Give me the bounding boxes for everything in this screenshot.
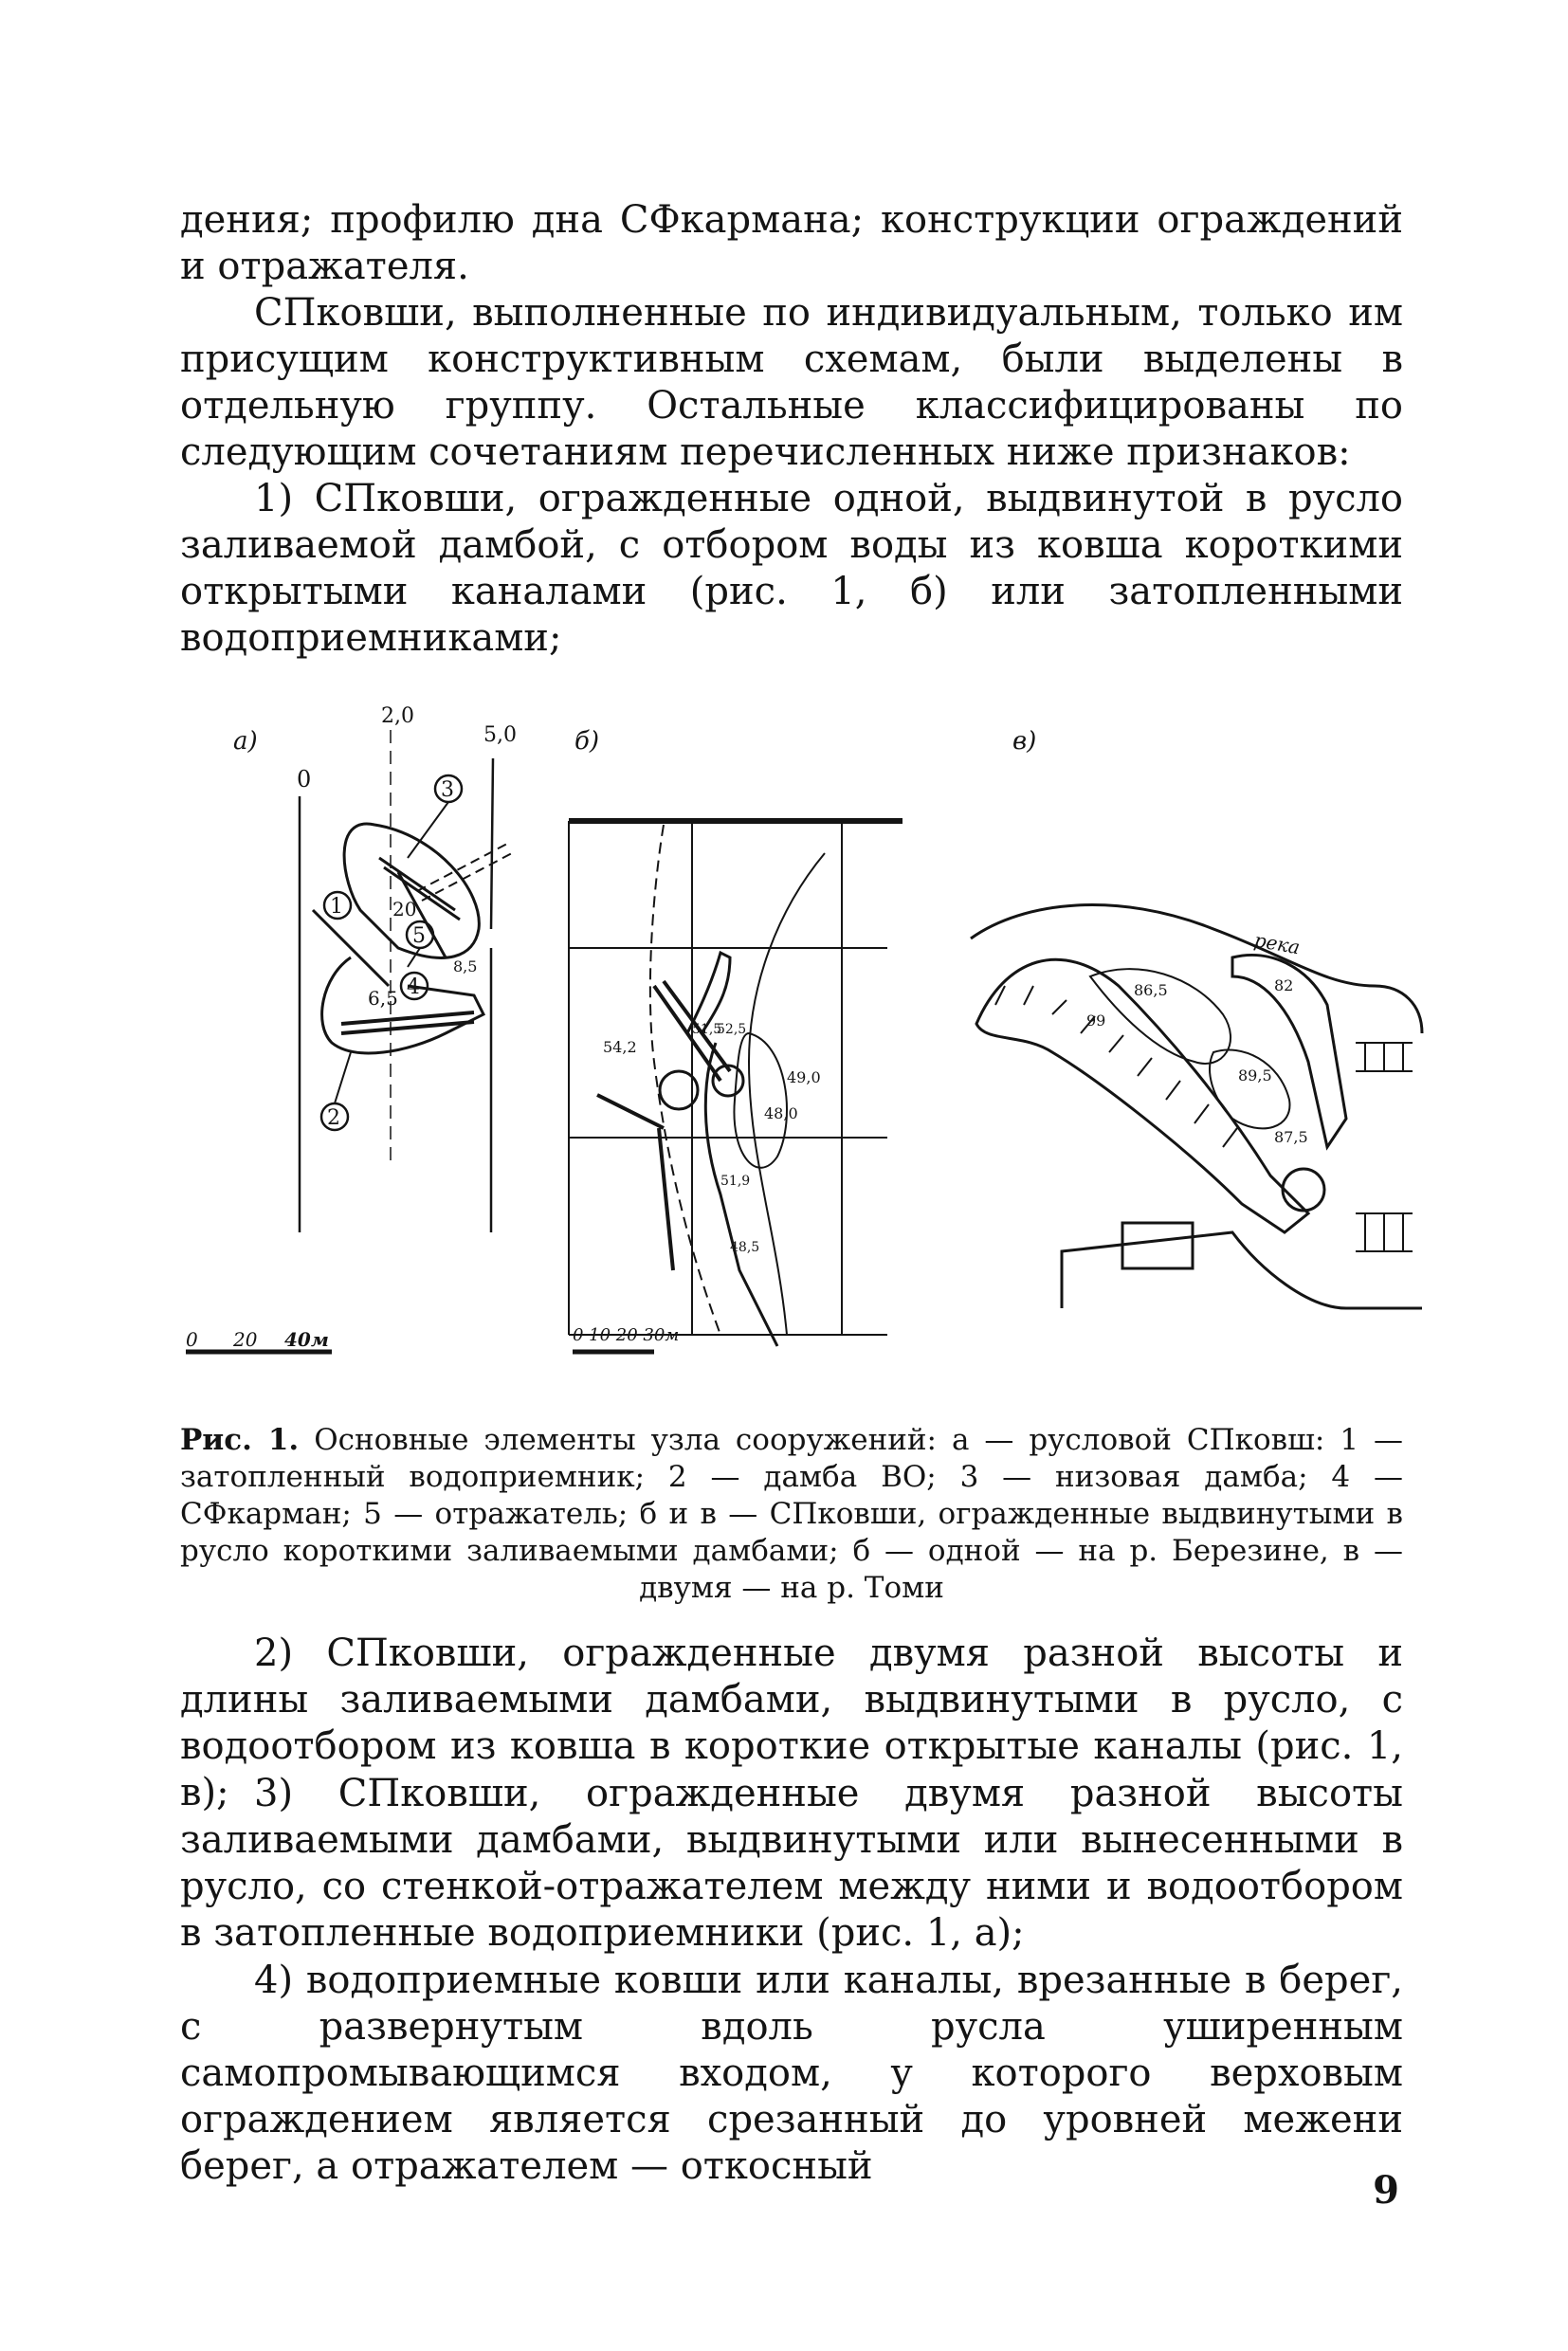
panel-b-mark-49-0: 49,0 [787,1068,821,1086]
callout-3: 3 [441,778,454,802]
paragraph-item-2: 2) СПковши, огражденные двумя разной высоты и длины заливаемыми дамбами, выдвинутыми в русло, с водоотбором из ковша в короткие открытые каналы (рис. 1, в); [180,1631,1403,1814]
paragraph-item-3: 3) СПковши, огражденные двумя разной высоты заливаемыми дамбами, выдвинутыми или вынесенными в русло, со стенкой-отражателем между ними и водоотбором в затопленные водоприемники (рис. 1, а); [180,1772,1403,1955]
callout-2: 2 [327,1106,340,1130]
panel-b-scale-label: 0 10 20 30м [573,1325,680,1345]
panel-a-mark-20: 20 [392,898,417,920]
paragraph-item-1: 1) СПковши, огражденные одной, выдвинутой в русло заливаемой дамбой, с отбором воды из ковша короткими открытыми каналами (рис. 1, б) или затопленными водоприемниками; [180,477,1403,660]
panel-c-structure [1283,1169,1324,1211]
panel-a-scale-20: 20 [233,1328,258,1351]
panel-c-mark-86-5: 86,5 [1134,981,1168,999]
caption-lead: Рис. 1. [180,1423,300,1457]
panel-b-mark-52-5: 52,5 [717,1022,747,1037]
callout-5: 5 [412,924,426,948]
panel-b-bucket-outline [734,1033,787,1168]
panel-b-frame [569,821,899,1335]
panel-a-axis-0: 0 [297,766,312,793]
panel-c-river-label: река [1252,928,1303,959]
panel-c-contour-2 [1210,1049,1289,1128]
panel-a-mark-8-5: 8,5 [453,957,478,975]
panel-c-mark-99: 99 [1086,1011,1106,1030]
panel-b-mark-48-5: 48,5 [730,1240,760,1255]
callout-1: 1 [330,895,343,919]
panel-b-mark-51-9: 51,9 [720,1174,751,1189]
paragraph-item-4: 4) водоприемные ковши или каналы, врезанные в берег, с развернутым вдоль русла уширенным самопромывающимся входом, у которого верховым ограждением является срезанный до уровней межени берег, а отражателем — откосный [180,1959,1403,2188]
panel-c-label: в) [1012,727,1037,756]
paragraph-spkovshi-intro: СПковши, выполненные по индивидуальным, только им присущим конструктивным схемам, были выделены в отдельную группу. Остальные классифицированы по следующим сочетаниям перечисленных ниже признаков: [180,291,1403,474]
figure-panel-b [569,727,903,1352]
panel-a-scale-0: 0 [186,1328,198,1351]
panel-a-label: а) [233,727,258,756]
panel-c-mark-82: 82 [1274,976,1294,994]
panel-c-building [1122,1223,1193,1268]
panel-a-mark-6-5: 6,5 [368,987,398,1010]
panel-c-right-structures [1356,1043,1413,1251]
panel-b-bank-left [650,825,720,1335]
panel-c-dam-hatch [995,986,1237,1147]
panel-a-axis-2: 2,0 [381,704,414,728]
panel-c-mark-89-5: 89,5 [1238,1066,1272,1084]
panel-c-mark-87-5: 87,5 [1274,1128,1308,1146]
caption-text: Основные элементы узла сооружений: а — русловой СПковш: 1 — затопленный водоприемник; 2 — дамба ВО; 3 — низовая дамба; 4 — СФкарман; 5 — отражатель; б и в — СПковши, огражденные выдвинутыми в русло короткими заливаемыми дамбами; б — одной — на р. Березине, в — двумя — на р. Томи [180,1423,1403,1605]
panel-b-mark-54-2: 54,2 [603,1038,637,1056]
figure-caption [180,1422,1403,1607]
paragraph-continuation: дения; профилю дна СФкармана; конструкции ограждений и отражателя. [180,198,1403,288]
panel-a-right-boundary [491,758,493,1232]
panel-c-bottom-bank [1062,1232,1422,1308]
panel-c-river-bank [971,905,1422,1033]
panel-a-axis-5: 5,0 [483,723,517,747]
figure-panel-c [971,727,1422,1308]
panel-b-mark-51-5: 51,5 [692,1022,722,1037]
panel-b-label: б) [574,727,600,756]
figure-panel-a [186,704,517,1352]
panel-b-dam-lower [597,1095,673,1270]
panel-b-mark-48-0: 48,0 [764,1104,798,1122]
callout-4: 4 [407,975,420,999]
panel-a-scale-40: 40м [284,1328,329,1351]
page-number: 9 [1373,2168,1399,2213]
